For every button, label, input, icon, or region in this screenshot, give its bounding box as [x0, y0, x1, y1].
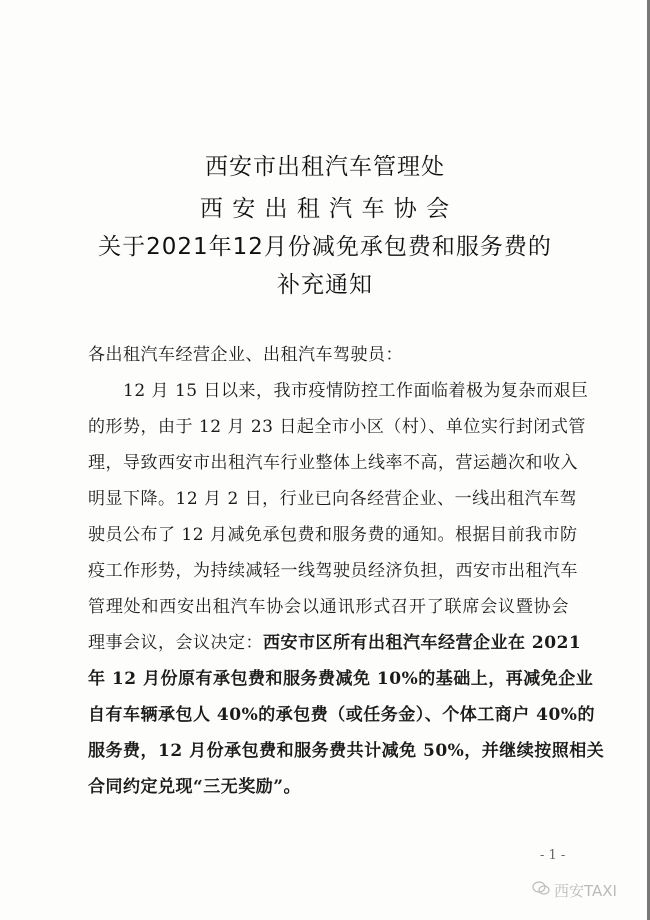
body-line: 理，导致西安市出租汽车行业整体上线率不高，营运趟次和收入	[88, 453, 578, 473]
decision-line: 服务费，12 月份承包费和服务费共计减免 50%，并继续按照相关	[88, 741, 605, 761]
decision-line: 自有车辆承包人 40%的承包费（或任务金）、个体工商户 40%的	[88, 705, 595, 725]
watermark-text: 西安TAXI	[554, 882, 617, 900]
body-line: 12 月 15 日以来，我市疫情防控工作面临着极为复杂而艰巨	[88, 381, 589, 401]
decision-line: 年 12 月份原有承包费和服务费减免 10%的基础上，再减免企业	[88, 669, 594, 689]
wechat-icon	[532, 881, 550, 900]
body-line: 驶员公布了 12 月减免承包费和服务费的通知。根据目前我市防	[88, 525, 578, 545]
body-line-mixed	[88, 628, 582, 653]
body-line: 的形势，由于 12 月 23 日起全市小区（村）、单位实行封闭式管	[88, 417, 586, 437]
decision-line: 合同约定兑现“三无奖励”。	[88, 777, 302, 797]
notice-subtitle: 补充通知	[277, 272, 373, 298]
notice-title: 关于2021年12月份减免承包费和服务费的	[98, 234, 552, 260]
body-line: 明显下降。12 月 2 日，行业已向各经营企业、一线出租汽车驾	[88, 489, 578, 509]
body-line: 管理处和西安出租汽车协会以通讯形式召开了联席会议暨协会	[88, 597, 569, 617]
decision-text: 西安市区所有出租汽车经营企业在 2021	[263, 633, 582, 653]
page-number: - 1 -	[540, 848, 566, 863]
issuer-title-2: 西 安 出 租 汽 车 协 会	[199, 196, 451, 222]
issuer-title-1: 西安市出租汽车管理处	[205, 154, 445, 180]
body-line: 疫工作形势，为持续减轻一线驾驶员经济负担，西安市出租汽车	[88, 561, 578, 581]
watermark	[532, 880, 617, 901]
decision-intro: 理事会议，会议决定：	[88, 633, 263, 653]
salutation: 各出租汽车经营企业、出租汽车驾驶员：	[88, 345, 403, 365]
